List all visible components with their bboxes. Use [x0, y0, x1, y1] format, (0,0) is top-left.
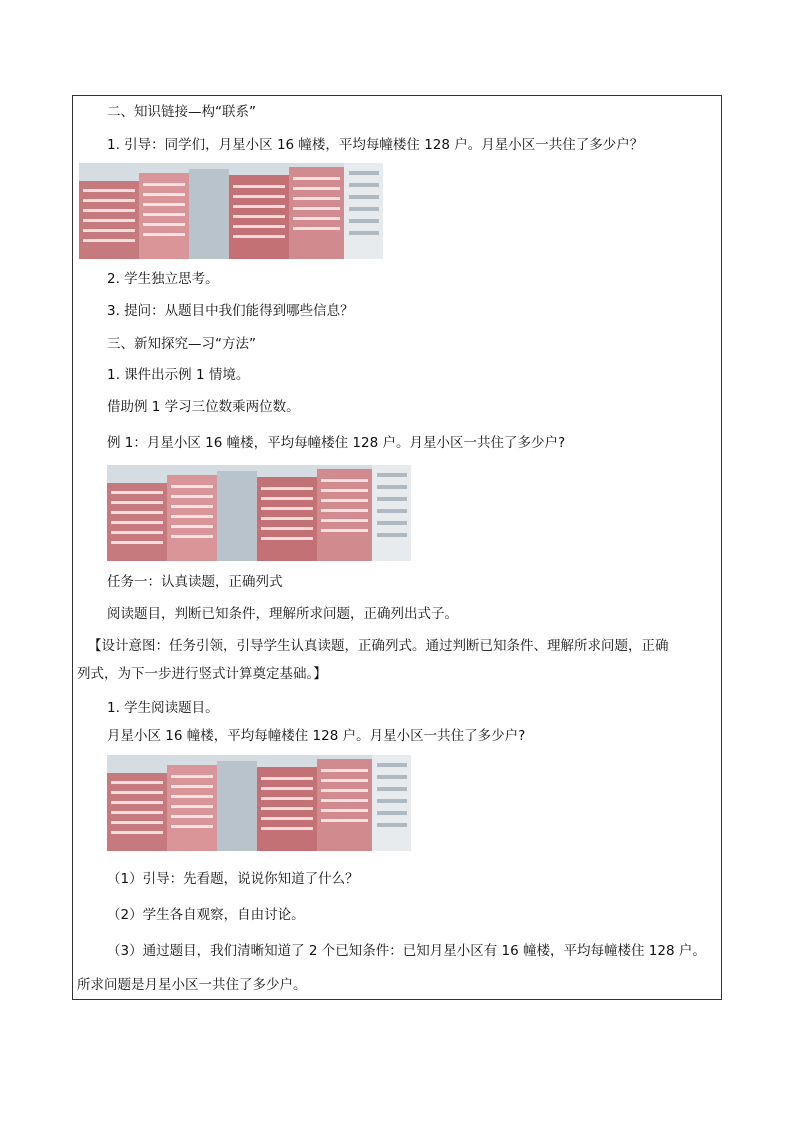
design-intent-line-1: 【设计意图：任务引领，引导学生认真读题，正确列式。通过判断已知条件、理解所求问题，正确: [88, 638, 669, 654]
learn-multiplication: 借助例 1 学习三位数乘两位数。: [107, 399, 300, 415]
intro-question: 1. 引导：同学们，月星小区 16 幢楼，平均每幢楼住 128 户。月星小区一共住了多少户？: [107, 137, 644, 153]
building-photo-1: [79, 163, 383, 259]
task-one-description: 阅读题目，判断已知条件，理解所求问题，正确列出式子。: [107, 606, 458, 622]
step-read-problem: 1. 学生阅读题目。: [107, 700, 219, 716]
step-think: 2. 学生独立思考。: [107, 271, 219, 287]
building-photo-2: [107, 465, 411, 561]
sub-step-question-asked: 所求问题是月星小区一共住了多少户。: [77, 977, 307, 993]
design-intent-line-2: 列式，为下一步进行竖式计算奠定基础。】: [77, 666, 327, 682]
heading-knowledge-link: 二、知识链接—构“联系”: [107, 104, 256, 120]
sub-step-conditions: （3）通过题目，我们清晰知道了 2 个已知条件：已知月星小区有 16 幢楼，平均每幢楼住 128 户。: [107, 943, 706, 959]
building-illustration: [107, 755, 411, 851]
sub-step-guide: （1）引导：先看题，说说你知道了什么？: [107, 871, 359, 887]
problem-restated: 月星小区 16 幢楼，平均每幢楼住 128 户。月星小区一共住了多少户?: [107, 728, 526, 744]
task-one-title: 任务一：认真读题，正确列式: [107, 574, 283, 590]
building-illustration: [79, 163, 383, 259]
building-photo-3: [107, 755, 411, 851]
heading-new-knowledge: 三、新知探究—习“方法”: [107, 336, 256, 352]
step-question: 3. 提问：从题目中我们能得到哪些信息？: [107, 303, 354, 319]
step-show-example: 1. 课件出示例 1 情境。: [107, 367, 250, 383]
sub-step-discuss: （2）学生各自观察，自由讨论。: [107, 907, 305, 923]
building-illustration: [107, 465, 411, 561]
example-1: 例 1：月星小区 16 幢楼，平均每幢楼住 128 户。月星小区一共住了多少户?: [107, 435, 566, 451]
